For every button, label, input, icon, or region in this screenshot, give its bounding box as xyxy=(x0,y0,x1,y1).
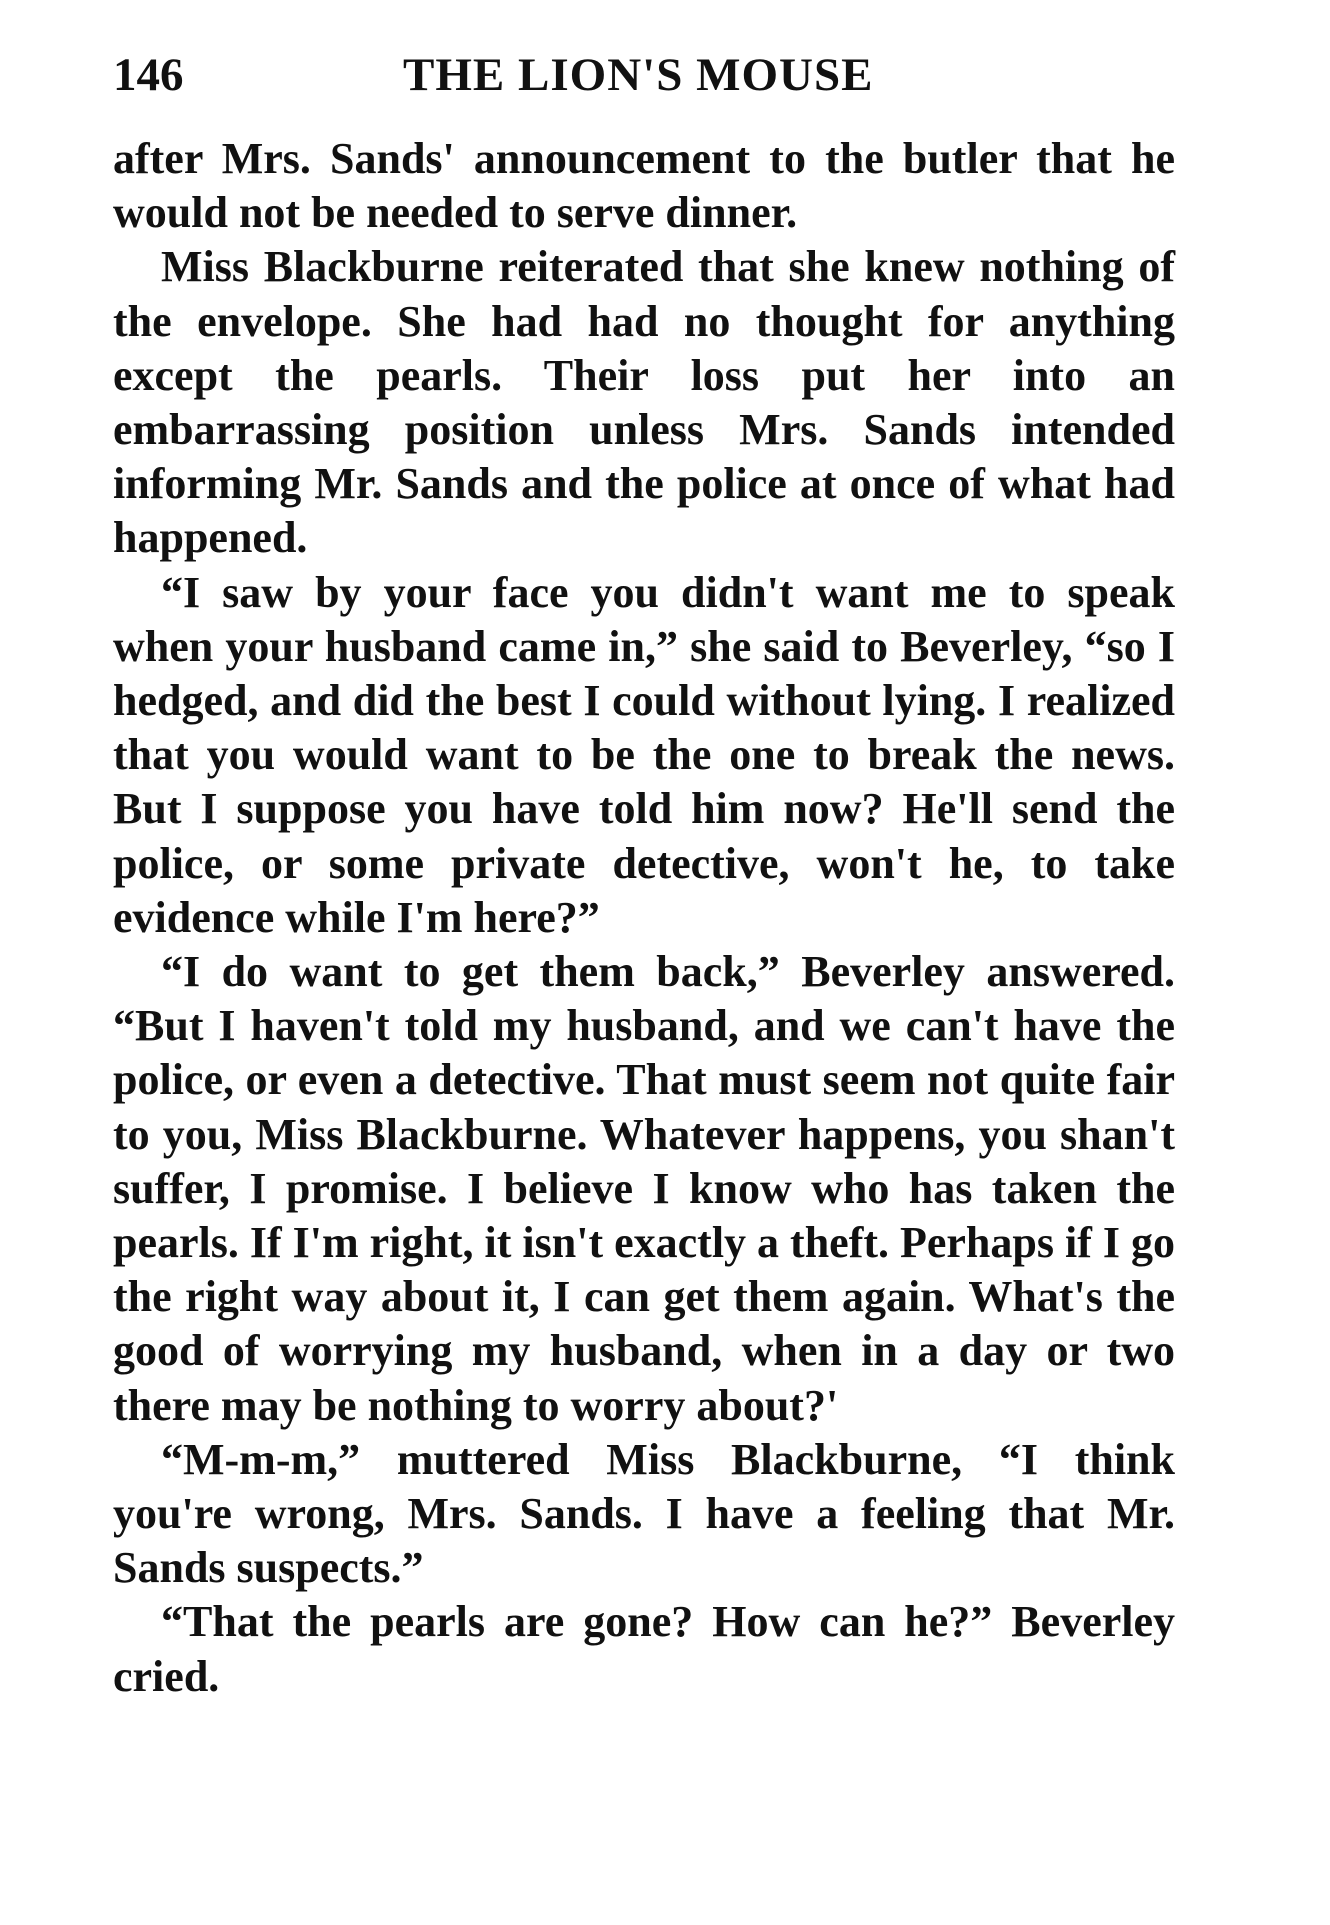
paragraph-3: “I saw by your face you didn't want me to speak when your husband came in,” she said to Beverley, “so I hedged, and did the best I could without lying. I realized that you would want to be the one to break the news. But I suppose you have told him now? He'll send the police, or some private detective, won't he, to take evidence while I'm here?” xyxy=(113,567,1175,942)
paragraph-6: “That the pearls are gone? How can he?” Beverley cried. xyxy=(113,1597,1175,1701)
paragraph-1: after Mrs. Sands' announcement to the butler that he would not be needed to serve dinner. xyxy=(113,134,1175,238)
paragraph-2: Miss Blackburne reiterated that she knew nothing of the envelope. She had had no thought for anything except the pearls. Their loss put her into an embarrassing position unless Mrs. Sands intended informing Mr. Sands and the police at once of what had happened. xyxy=(113,242,1175,563)
body-text xyxy=(113,132,1175,1704)
paragraph-4: “I do want to get them back,” Beverley answered. “But I haven't told my husband, and we can't have the police, or even a detective. That must seem not quite fair to you, Miss Blackburne. Whatever happens, you shan't suffer, I promise. I believe I know who has taken the pearls. If I'm right, it isn't exactly a theft. Perhaps if I go the right way about it, I can get them again. What's the good of worrying my husband, when in a day or two there may be nothing to worry about?' xyxy=(113,947,1175,1430)
paragraph-5: “M-m-m,” muttered Miss Blackburne, “I think you're wrong, Mrs. Sands. I have a feeling that Mr. Sands suspects.” xyxy=(113,1434,1175,1593)
page-number: 146 xyxy=(113,49,184,101)
running-head: THE LION'S MOUSE xyxy=(403,49,874,101)
page-header xyxy=(113,48,1173,108)
